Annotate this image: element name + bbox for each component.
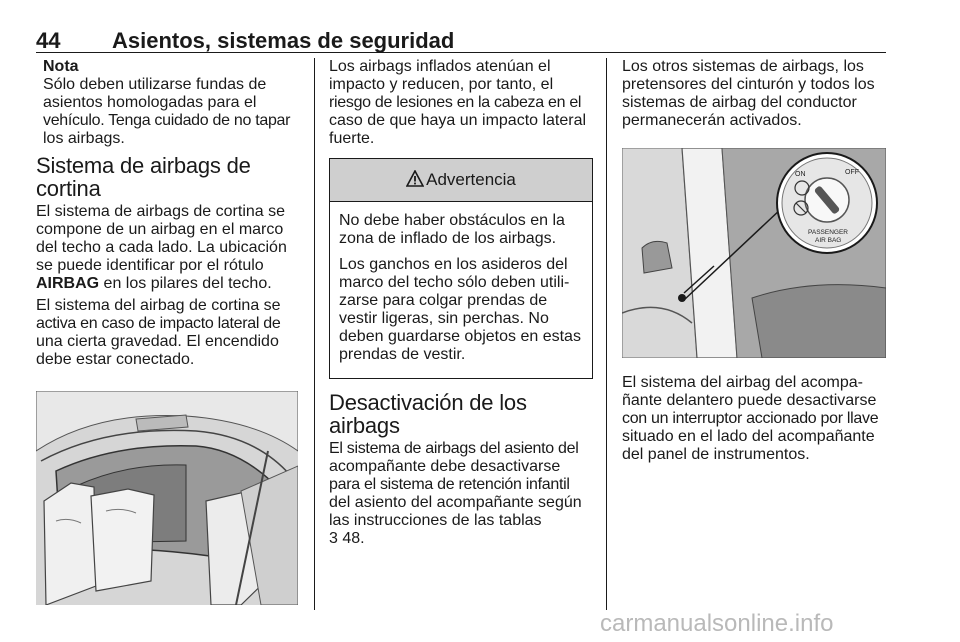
- text-line: El sistema del airbag del acompa-: [622, 374, 864, 391]
- text-line: caso de que haya un impacto lateral: [329, 112, 587, 129]
- text-line: Sólo deben utilizarse fundas de: [43, 76, 267, 93]
- paragraph: [329, 440, 593, 548]
- page-reference-link[interactable]: [329, 530, 365, 547]
- watermark: carmanualsonline.info: [600, 610, 834, 637]
- car-interior-drawing: [36, 391, 298, 605]
- text-line: Los ganchos en los asideros del: [339, 256, 568, 273]
- warning-body: [330, 202, 592, 378]
- paragraph: [36, 203, 300, 293]
- text-line: pretensores del cinturón y todos los: [622, 76, 875, 93]
- text-line: impacto y reducen, por tanto, el: [329, 76, 554, 93]
- text-line: activa en caso de impacto lateral de: [36, 315, 281, 332]
- text-line: permanecerán activados.: [622, 112, 802, 129]
- paragraph: [622, 374, 887, 464]
- column-divider: [314, 58, 315, 610]
- text-line: riesgo de lesiones en la cabeza en el: [329, 94, 582, 111]
- text-line: El sistema del airbag de cortina se: [36, 297, 281, 314]
- text-line: se puede identificar por el rótulo: [36, 257, 264, 274]
- switch-passenger-label: PASSENGER: [808, 229, 848, 236]
- warning-title: Advertencia: [426, 170, 516, 189]
- text-line: Los airbags inflados atenúan el: [329, 58, 551, 75]
- section-heading-curtain-airbags: [36, 154, 300, 200]
- reference-arrow-icon: 3: [329, 530, 338, 547]
- text-line: No debe haber obstáculos en la: [339, 212, 565, 229]
- text-line: del asiento del acompañante según: [329, 494, 582, 511]
- switch-on-label: ON: [795, 171, 806, 178]
- text-line: vehículo. Tenga cuidado de no tapar: [43, 112, 291, 129]
- page-header: [36, 28, 886, 53]
- paragraph: [622, 58, 887, 130]
- text-line: asientos homologadas para el: [43, 94, 257, 111]
- text-line: para el sistema de retención infantil: [329, 476, 570, 493]
- curtain-airbag-illustration: [36, 391, 298, 605]
- text-line: acompañante debe desactivarse: [329, 458, 561, 475]
- heading-line: airbags: [329, 413, 400, 438]
- page-title: Asientos, sistemas de seguridad: [112, 28, 455, 53]
- text-line: zarse para colgar prendas de: [339, 292, 548, 309]
- paragraph: [329, 58, 593, 148]
- text-line: deben guardarse objetos en estas: [339, 328, 581, 345]
- text-line: los airbags.: [43, 130, 125, 147]
- note-label: Nota: [43, 58, 79, 75]
- paragraph: [36, 297, 300, 369]
- column-divider: [606, 58, 607, 610]
- text-line: Los otros sistemas de airbags, los: [622, 58, 864, 75]
- warning-header: [330, 159, 592, 202]
- text-line: con un interruptor accionado por llave: [622, 410, 879, 427]
- switch-airbag-label: AIR BAG: [815, 237, 842, 244]
- column-2: [329, 58, 593, 552]
- column-3-lower: [622, 374, 887, 468]
- text-line: marco del techo sólo deben utili-: [339, 274, 570, 291]
- note-box: [43, 58, 300, 148]
- text-line: del techo a cada lado. La ubicación: [36, 239, 287, 256]
- text-line: las instrucciones de las tablas: [329, 512, 542, 529]
- paragraph: [339, 256, 584, 364]
- text-line: zona de inflado de los airbags.: [339, 230, 557, 247]
- text-line: compone de un airbag en el marco: [36, 221, 284, 238]
- warning-box: [329, 158, 593, 379]
- text-line: debe estar conectado.: [36, 351, 195, 368]
- text-line: situado en el lado del acompañante: [622, 428, 875, 445]
- text-line: del panel de instrumentos.: [622, 446, 810, 463]
- column-3: [622, 58, 887, 134]
- door-dashboard-drawing: [622, 148, 886, 358]
- section-heading-deactivation: [329, 391, 593, 437]
- airbag-switch-illustration: [622, 148, 886, 358]
- heading-line: Sistema de airbags de: [36, 153, 251, 178]
- text-line: fuerte.: [329, 130, 375, 147]
- text-line: ñante delantero puede desactivarse: [622, 392, 877, 409]
- text-line: en los pilares del techo.: [99, 275, 272, 292]
- reference-page: 48.: [342, 530, 365, 547]
- column-1: [36, 58, 300, 373]
- text-line: vestir ligeras, sin perchas. No: [339, 310, 549, 327]
- text-line: prendas de vestir.: [339, 346, 466, 363]
- text-line: El sistema de airbags del asiento del: [329, 440, 579, 457]
- text-line: El sistema de airbags de cortina se: [36, 203, 286, 220]
- text-line: una cierta gravedad. El encendido: [36, 333, 279, 350]
- text-line: sistemas de airbag del conductor: [622, 94, 857, 111]
- airbag-label-text: AIRBAG: [36, 275, 100, 292]
- paragraph: [339, 212, 584, 248]
- heading-line: Desactivación de los: [329, 390, 527, 415]
- switch-off-label: OFF: [845, 169, 859, 176]
- heading-line: cortina: [36, 176, 101, 201]
- page-number: 44: [36, 28, 61, 53]
